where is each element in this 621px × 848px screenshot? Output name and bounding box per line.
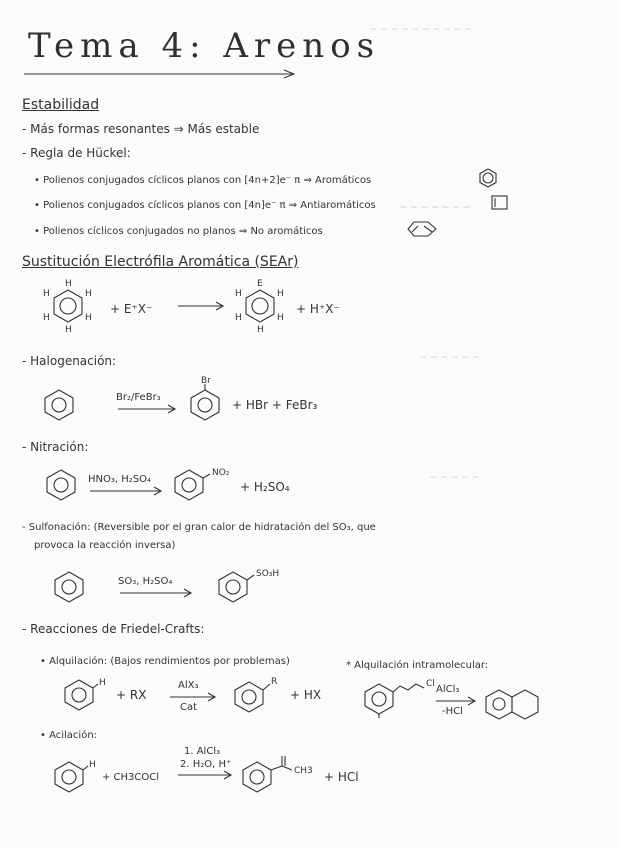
sear-reagent: + E⁺X⁻ <box>110 302 153 316</box>
page-title: Tema 4: Arenos <box>28 26 381 66</box>
substituent-label: SO₃H <box>256 569 280 579</box>
substituent-label: E <box>257 279 263 289</box>
svg-text:H: H <box>277 289 284 299</box>
section-heading-estabilidad: Estabilidad <box>22 97 100 113</box>
benzene-reactant <box>44 468 78 502</box>
svg-text:H: H <box>65 279 72 289</box>
huckel-bullet-antiaromatic: • Polienos conjugados cíclicos planos con [4n]e⁻ π ⇒ Antiaromáticos <box>34 200 376 211</box>
sulfonacion-reagent: SO₃, H₂SO₄ <box>118 576 173 587</box>
intramolecular-catalyst: AlCl₃ <box>436 684 460 695</box>
sulfonacion-note: provoca la reacción inversa) <box>34 540 176 551</box>
acilacion-byproduct: + HCl <box>324 770 359 784</box>
alquilacion-byproduct: + HX <box>290 688 322 702</box>
reaction-arrow <box>176 300 226 312</box>
substituent-label: R <box>271 677 278 687</box>
benzene-reactant <box>42 388 76 422</box>
huckel-rule: - Regla de Hückel: <box>22 146 131 160</box>
benzene-reactant <box>52 570 86 604</box>
acilacion-catalyst: 1. AlCl₃ <box>184 746 221 757</box>
alquilacion-reagent: + RX <box>116 688 147 702</box>
huckel-bullet-aromatic: • Polienos conjugados cíclicos planos con [4n+2]e⁻ π ⇒ Aromáticos <box>34 175 372 186</box>
svg-text:H: H <box>235 313 242 323</box>
chlorobutylbenzene-reactant <box>362 672 438 718</box>
tetralin-product <box>484 688 546 722</box>
substituent-label: Br <box>201 376 211 386</box>
reaction-arrow <box>168 692 218 702</box>
reaction-arrow <box>176 770 234 780</box>
svg-text:H: H <box>85 313 92 323</box>
svg-text:H: H <box>277 313 284 323</box>
estabilidad-line: - Más formas resonantes ⇒ Más estable <box>22 122 260 136</box>
benzene-h-reactant <box>52 758 98 794</box>
reaction-arrow <box>88 486 164 496</box>
substituent-label: H <box>99 678 106 688</box>
nitracion-heading: - Nitración: <box>22 440 89 454</box>
benzene-e-product <box>234 279 290 335</box>
acetophenone-product <box>240 752 330 796</box>
substituent-label: NO₂ <box>212 468 230 478</box>
sulfonacion-heading: - Sulfonación: (Reversible por el gran calor de hidratación del SO₃, que <box>22 522 376 533</box>
huckel-bullet-nonaromatic: • Polienos cíclicos conjugados no planos ⇒ No aromáticos <box>34 226 323 237</box>
section-heading-sear: Sustitución Electrófila Aromática (SEAr) <box>22 254 299 270</box>
nitrobenzene-product <box>172 466 234 502</box>
benzenesulfonic-acid-product <box>216 566 286 606</box>
halogenacion-heading: - Halogenación: <box>22 354 117 368</box>
title-underline <box>22 68 302 78</box>
svg-text:H: H <box>235 289 242 299</box>
alquilacion-catalyst: AlX₃ <box>178 680 199 691</box>
halogenacion-reagent: Br₂/FeBr₃ <box>116 392 161 403</box>
bromobenzene-product <box>188 378 224 422</box>
benzene-h-reactant <box>62 676 106 712</box>
bleed-through-text: ‒ ‒ ‒ ‒ ‒ ‒ <box>420 350 480 363</box>
friedel-crafts-heading: - Reacciones de Friedel-Crafts: <box>22 622 205 636</box>
bleed-through-text: ‒ ‒ ‒ ‒ ‒ ‒ ‒ <box>400 200 470 213</box>
svg-text:H: H <box>43 313 50 323</box>
halogenacion-byproduct: + HBr + FeBr₃ <box>232 398 318 412</box>
substituent-label: Cl <box>426 679 435 689</box>
benzene-h-reactant <box>42 279 98 335</box>
svg-text:H: H <box>257 325 264 335</box>
reaction-arrow <box>118 588 194 598</box>
benzene-icon <box>478 168 498 188</box>
intramolecular-condition: -HCl <box>442 706 463 717</box>
alquilacion-condition: Cat <box>180 702 198 713</box>
nitracion-reagent: HNO₃, H₂SO₄ <box>88 474 151 485</box>
substituent-label: CH3 <box>294 766 313 776</box>
nitracion-byproduct: + H₂SO₄ <box>240 480 290 494</box>
sear-byproduct: + H⁺X⁻ <box>296 302 340 316</box>
svg-text:H: H <box>85 289 92 299</box>
reaction-arrow <box>116 404 178 414</box>
substituent-label: H <box>89 760 96 770</box>
alquilacion-heading: • Alquilación: (Bajos rendimientos por problemas) <box>40 656 290 667</box>
alkylbenzene-product <box>232 676 284 716</box>
reaction-arrow <box>434 696 478 706</box>
bleed-through-text: ‒ ‒ ‒ ‒ ‒ <box>430 470 479 483</box>
cyclobutadiene-icon <box>490 194 510 212</box>
cyclooctatetraene-icon <box>404 218 440 240</box>
acilacion-reagent: + CH3COCl <box>102 772 160 783</box>
bleed-through-text: ‒ ‒ ‒ ‒ ‒ ‒ ‒ ‒ ‒ ‒ <box>370 22 472 35</box>
acilacion-heading: • Acilación: <box>40 730 98 741</box>
svg-text:H: H <box>65 325 72 335</box>
acilacion-workup: 2. H₂O, H⁺ <box>180 759 232 770</box>
svg-text:H: H <box>43 289 50 299</box>
intramolecular-heading: * Alquilación intramolecular: <box>346 660 489 671</box>
